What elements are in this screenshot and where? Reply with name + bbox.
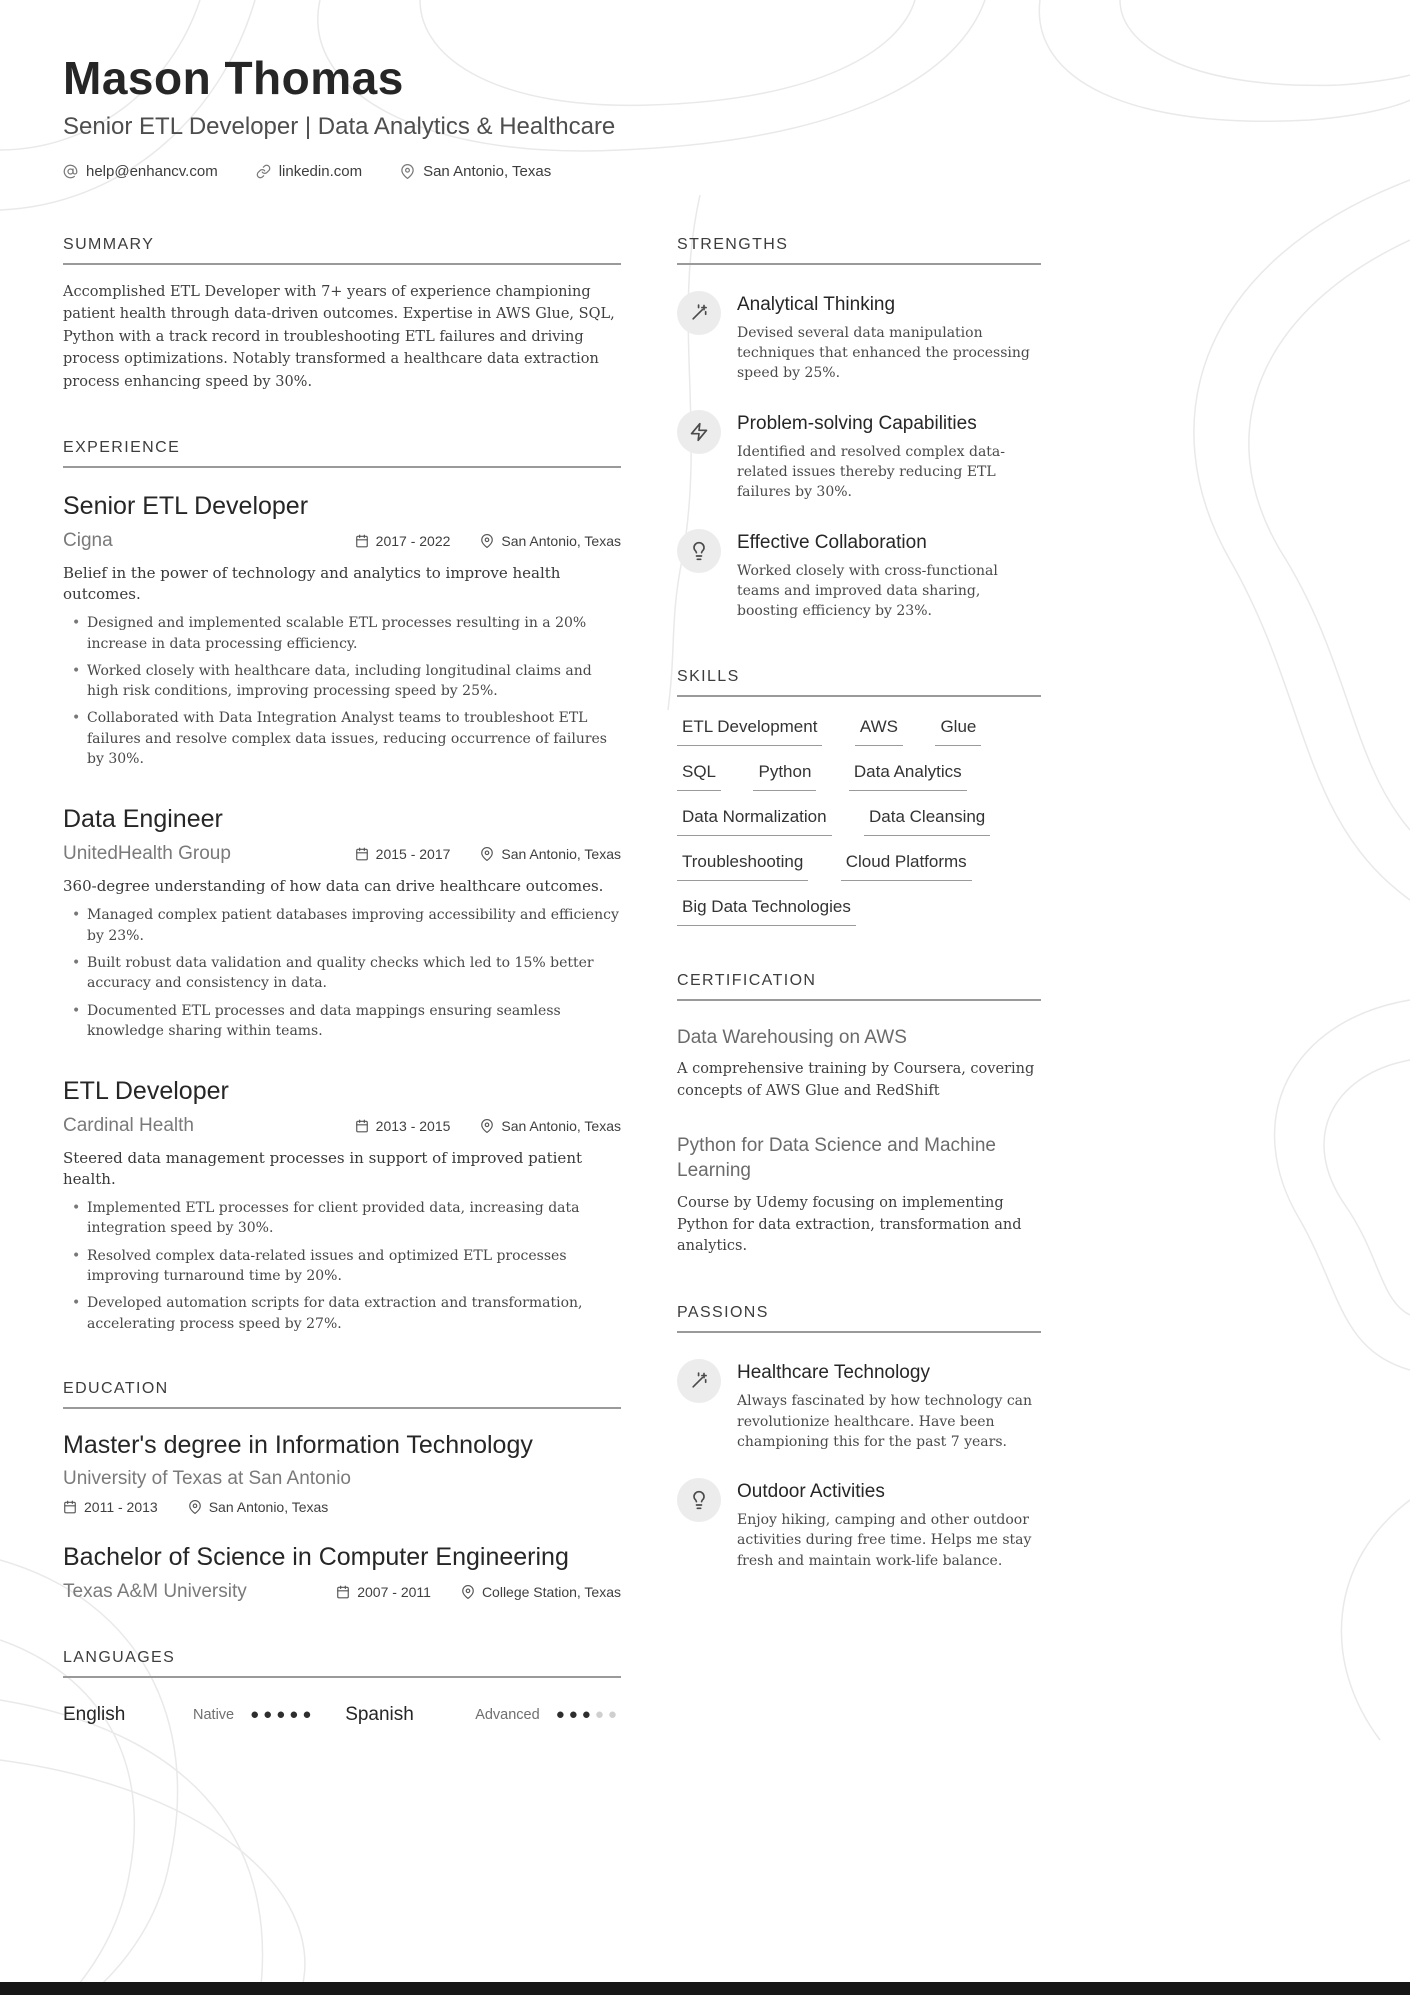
map-pin-icon bbox=[480, 1119, 494, 1133]
skill-tag: Big Data Technologies bbox=[677, 881, 856, 926]
job-title: Data Engineer bbox=[63, 805, 223, 834]
job-tagline: Steered data management processes in support of improved patient health. bbox=[63, 1149, 583, 1189]
strength-title: Analytical Thinking bbox=[737, 293, 896, 315]
lightbulb-icon bbox=[689, 1490, 709, 1510]
right-column bbox=[677, 236, 1041, 1772]
passion-title: Healthcare Technology bbox=[737, 1362, 930, 1384]
passion-description: Enjoy hiking, camping and other outdoor activities during free time. Helps me stay fresh and maintain work-life balance. bbox=[737, 1512, 1032, 1569]
passions-heading: PASSIONS bbox=[677, 1304, 1041, 1333]
education-heading: EDUCATION bbox=[63, 1380, 621, 1409]
section-languages bbox=[63, 1649, 621, 1726]
magic-wand-icon bbox=[689, 303, 709, 323]
certification-title: Python for Data Science and Machine Learning bbox=[677, 1134, 996, 1182]
job-location-text: San Antonio, Texas bbox=[501, 533, 621, 550]
skill-tag: Data Normalization bbox=[677, 791, 832, 836]
section-skills bbox=[677, 668, 1041, 926]
columns bbox=[63, 236, 1041, 1772]
job-bullet: • Resolved complex data-related issues and optimized ETL processes improving turnaround time by 20%. bbox=[63, 1246, 621, 1287]
job-bullet: • Managed complex patient databases improving accessibility and efficiency by 23%. bbox=[63, 905, 621, 946]
strength-body bbox=[737, 291, 1041, 384]
map-pin-icon bbox=[400, 164, 415, 179]
job-dates-text: 2017 - 2022 bbox=[375, 533, 451, 550]
language-name: English bbox=[63, 1703, 126, 1725]
job-dates-text: 2015 - 2017 bbox=[375, 846, 451, 863]
passion-item bbox=[677, 1478, 1041, 1571]
candidate-headline: Senior ETL Developer | Data Analytics & Healthcare bbox=[63, 112, 616, 140]
strength-item bbox=[677, 529, 1041, 622]
education-item bbox=[63, 1431, 621, 1515]
strength-description: Worked closely with cross-functional teams and improved data sharing, boosting efficiency by 23%. bbox=[737, 562, 998, 620]
strength-title: Problem-solving Capabilities bbox=[737, 412, 977, 434]
job-bullets bbox=[63, 905, 621, 1041]
calendar-icon bbox=[355, 534, 369, 548]
lightbulb-icon bbox=[677, 1478, 721, 1522]
map-pin-icon bbox=[461, 1585, 475, 1599]
magic-wand-icon bbox=[689, 1371, 709, 1391]
languages-row bbox=[63, 1704, 621, 1726]
section-certification bbox=[677, 972, 1041, 1259]
passion-body bbox=[737, 1478, 1041, 1571]
certification-description: Course by Udemy focusing on implementing Python for data extraction, transformation and analytics. bbox=[677, 1194, 1022, 1255]
section-experience bbox=[63, 439, 621, 1334]
magic-wand-icon bbox=[677, 1359, 721, 1403]
degree-title: Bachelor of Science in Computer Engineering bbox=[63, 1542, 569, 1571]
job-bullet: • Worked closely with healthcare data, including longitudinal claims and high risk conditions, improving processing speed by 25%. bbox=[63, 661, 621, 702]
passion-description: Always fascinated by how technology can revolutionize healthcare. Have been championing this for the past 7 years. bbox=[737, 1393, 1033, 1450]
lightbulb-icon bbox=[677, 529, 721, 573]
candidate-name: Mason Thomas bbox=[63, 52, 404, 104]
education-dates bbox=[63, 1499, 158, 1515]
job-meta-row bbox=[63, 530, 621, 552]
map-pin-icon bbox=[480, 534, 494, 548]
company-name: Cardinal Health bbox=[63, 1115, 194, 1137]
passion-body bbox=[737, 1359, 1041, 1452]
lightning-icon bbox=[677, 410, 721, 454]
education-meta-row bbox=[63, 1581, 621, 1603]
skills-list bbox=[677, 697, 1041, 926]
skill-tag: Troubleshooting bbox=[677, 836, 808, 881]
job-location bbox=[480, 1118, 621, 1134]
language-proficiency-dots: ●●●●● bbox=[250, 1706, 316, 1724]
lightning-icon bbox=[689, 422, 709, 442]
left-column bbox=[63, 236, 621, 1772]
language-proficiency-dots: ●●●●● bbox=[555, 1706, 621, 1724]
strength-item bbox=[677, 291, 1041, 384]
company-name: UnitedHealth Group bbox=[63, 843, 231, 865]
at-icon bbox=[63, 164, 78, 179]
map-pin-icon bbox=[188, 1500, 202, 1514]
language-item bbox=[345, 1704, 621, 1726]
job-dates bbox=[355, 846, 451, 862]
section-summary bbox=[63, 236, 621, 393]
job-bullet: • Developed automation scripts for data extraction and transformation, accelerating process speed by 27%. bbox=[63, 1293, 621, 1334]
calendar-icon bbox=[355, 1119, 369, 1133]
skill-tag: AWS bbox=[855, 701, 903, 746]
certification-title: Data Warehousing on AWS bbox=[677, 1026, 907, 1048]
calendar-icon bbox=[63, 1500, 77, 1514]
location-item bbox=[400, 163, 551, 180]
skill-tag: Cloud Platforms bbox=[841, 836, 972, 881]
passion-title: Outdoor Activities bbox=[737, 1481, 885, 1503]
location-text: San Antonio, Texas bbox=[423, 162, 552, 180]
languages-heading: LANGUAGES bbox=[63, 1649, 621, 1678]
map-pin-icon bbox=[480, 847, 494, 861]
skill-tag: Glue bbox=[935, 701, 981, 746]
education-location-text: College Station, Texas bbox=[481, 1583, 621, 1600]
school-name: University of Texas at San Antonio bbox=[63, 1467, 351, 1489]
job-meta-row bbox=[63, 843, 621, 865]
language-level: Advanced bbox=[475, 1706, 540, 1723]
school-name: Texas A&M University bbox=[63, 1580, 247, 1602]
job-dates-text: 2013 - 2015 bbox=[375, 1118, 451, 1135]
job-title: Senior ETL Developer bbox=[63, 492, 309, 521]
strength-body bbox=[737, 529, 1041, 622]
linkedin-text: linkedin.com bbox=[278, 162, 363, 180]
job-tagline: 360-degree understanding of how data can drive healthcare outcomes. bbox=[63, 877, 604, 896]
skills-heading: SKILLS bbox=[677, 668, 1041, 697]
section-passions bbox=[677, 1304, 1041, 1571]
job-location-text: San Antonio, Texas bbox=[501, 1118, 621, 1135]
certification-item bbox=[677, 1133, 1041, 1259]
certification-heading: CERTIFICATION bbox=[677, 972, 1041, 1001]
lightbulb-icon bbox=[689, 541, 709, 561]
job-bullet: • Designed and implemented scalable ETL processes resulting in a 20% increase in data processing efficiency. bbox=[63, 613, 621, 654]
education-location bbox=[461, 1584, 621, 1600]
education-dates-text: 2011 - 2013 bbox=[84, 1498, 158, 1515]
bottom-bar bbox=[0, 1982, 1410, 1995]
email-text: help@enhancv.com bbox=[86, 162, 218, 180]
language-item bbox=[63, 1704, 345, 1726]
certification-description: A comprehensive training by Coursera, covering concepts of AWS Glue and RedShift bbox=[677, 1061, 1035, 1099]
job-tagline: Belief in the power of technology and analytics to improve health outcomes. bbox=[63, 564, 561, 604]
strength-item bbox=[677, 410, 1041, 503]
education-item bbox=[63, 1543, 621, 1603]
job-bullets bbox=[63, 613, 621, 769]
summary-text: Accomplished ETL Developer with 7+ years of experience championing patient health through data-driven outcomes. Expertise in AWS Glue, SQL, Python with a track record in troubleshooting ETL failures and driving process optimizations. Notably transformed a healthcare data extraction process enhancing speed by 30%. bbox=[63, 283, 615, 390]
education-location-text: San Antonio, Texas bbox=[208, 1498, 329, 1515]
strength-body bbox=[737, 410, 1041, 503]
skill-tag: SQL bbox=[677, 746, 721, 791]
section-strengths bbox=[677, 236, 1041, 622]
education-dates-text: 2007 - 2011 bbox=[357, 1583, 431, 1600]
job-item bbox=[63, 805, 621, 1041]
job-location bbox=[480, 533, 621, 549]
job-bullet: • Built robust data validation and quality checks which led to 15% better accuracy and consistency in data. bbox=[63, 953, 621, 994]
strength-description: Devised several data manipulation techniques that enhanced the processing speed by 25%. bbox=[737, 324, 1030, 382]
job-dates bbox=[355, 533, 451, 549]
strengths-heading: STRENGTHS bbox=[677, 236, 1041, 265]
resume-header bbox=[63, 52, 1041, 180]
certification-item bbox=[677, 1025, 1041, 1103]
skill-tag: Python bbox=[753, 746, 816, 791]
job-bullet: • Implemented ETL processes for client provided data, increasing data integration speed by 30%. bbox=[63, 1198, 621, 1239]
job-dates bbox=[355, 1118, 451, 1134]
magic-wand-icon bbox=[677, 291, 721, 335]
language-level: Native bbox=[193, 1706, 235, 1723]
job-item bbox=[63, 1077, 621, 1334]
summary-heading: SUMMARY bbox=[63, 236, 621, 265]
job-location-text: San Antonio, Texas bbox=[501, 846, 621, 863]
job-bullets bbox=[63, 1198, 621, 1334]
calendar-icon bbox=[336, 1585, 350, 1599]
link-icon bbox=[256, 164, 271, 179]
skill-tag: ETL Development bbox=[677, 701, 822, 746]
experience-heading: EXPERIENCE bbox=[63, 439, 621, 468]
education-meta-row bbox=[63, 1499, 621, 1515]
company-name: Cigna bbox=[63, 530, 113, 552]
degree-title: Master's degree in Information Technology bbox=[63, 1430, 533, 1459]
linkedin-link[interactable] bbox=[256, 163, 362, 180]
job-bullet: • Documented ETL processes and data mappings ensuring seamless knowledge sharing within teams. bbox=[63, 1001, 621, 1042]
job-item bbox=[63, 492, 621, 769]
strength-title: Effective Collaboration bbox=[737, 531, 927, 553]
skill-tag: Data Analytics bbox=[849, 746, 967, 791]
strength-description: Identified and resolved complex data-related issues thereby reducing ETL failures by 30%. bbox=[737, 443, 1006, 501]
skill-tag: Data Cleansing bbox=[864, 791, 990, 836]
job-bullet: • Collaborated with Data Integration Analyst teams to troubleshoot ETL failures and resolve complex data issues, reducing occurrence of failures by 30%. bbox=[63, 708, 621, 769]
job-meta-row bbox=[63, 1115, 621, 1137]
contact-row bbox=[63, 163, 1041, 180]
job-title: ETL Developer bbox=[63, 1077, 229, 1106]
email-link[interactable] bbox=[63, 163, 218, 180]
language-name: Spanish bbox=[345, 1703, 414, 1725]
job-location bbox=[480, 846, 621, 862]
education-location bbox=[188, 1499, 329, 1515]
calendar-icon bbox=[355, 847, 369, 861]
passion-item bbox=[677, 1359, 1041, 1452]
education-dates bbox=[336, 1584, 431, 1600]
section-education bbox=[63, 1380, 621, 1603]
